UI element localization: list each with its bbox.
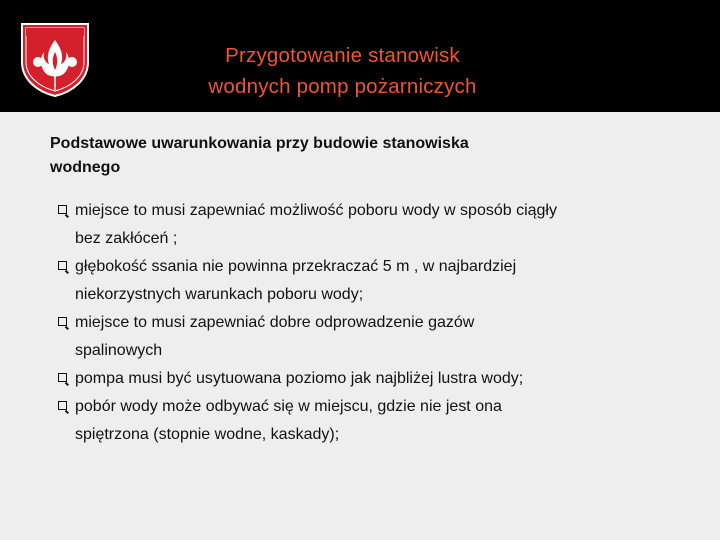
- checkbox-bullet-icon: [58, 317, 67, 326]
- list-item-line-2: spiętrzona (stopnie wodne, kaskady);: [75, 426, 340, 443]
- content-heading: [50, 132, 610, 180]
- list-item-line-2: spalinowych: [75, 342, 163, 359]
- list-item-line-1: miejsce to musi zapewniać możliwość poboru wody w sposób ciągły: [75, 202, 557, 219]
- requirements-list: [56, 197, 676, 449]
- slide-header: [0, 0, 720, 112]
- title-line-2: wodnych pomp pożarniczych: [208, 75, 477, 98]
- heading-line-2: wodnego: [50, 159, 121, 176]
- list-item-line-2: niekorzystnych warunkach poboru wody;: [75, 286, 364, 303]
- list-item: [56, 365, 676, 393]
- list-item-line-1: głębokość ssania nie powinna przekraczać 5 m , w najbardziej: [75, 258, 517, 275]
- checkbox-bullet-icon: [58, 205, 67, 214]
- list-item: [56, 197, 676, 253]
- page-title: [120, 40, 565, 102]
- title-line-1: Przygotowanie stanowisk: [225, 44, 460, 67]
- list-item: [56, 253, 676, 309]
- checkbox-bullet-icon: [58, 373, 67, 382]
- heading-line-1: Podstawowe uwarunkowania przy budowie stanowiska: [50, 135, 469, 152]
- list-item-line-1: pompa musi być usytuowana poziomo jak najbliżej lustra wody;: [75, 370, 524, 387]
- list-item: [56, 393, 676, 449]
- list-item: [56, 309, 676, 365]
- fire-brigade-logo: [16, 18, 94, 98]
- list-item-line-1: miejsce to musi zapewniać dobre odprowadzenie gazów: [75, 314, 475, 331]
- checkbox-bullet-icon: [58, 261, 67, 270]
- list-item-line-1: pobór wody może odbywać się w miejscu, gdzie nie jest ona: [75, 398, 502, 415]
- checkbox-bullet-icon: [58, 401, 67, 410]
- list-item-line-2: bez zakłóceń ;: [75, 230, 178, 247]
